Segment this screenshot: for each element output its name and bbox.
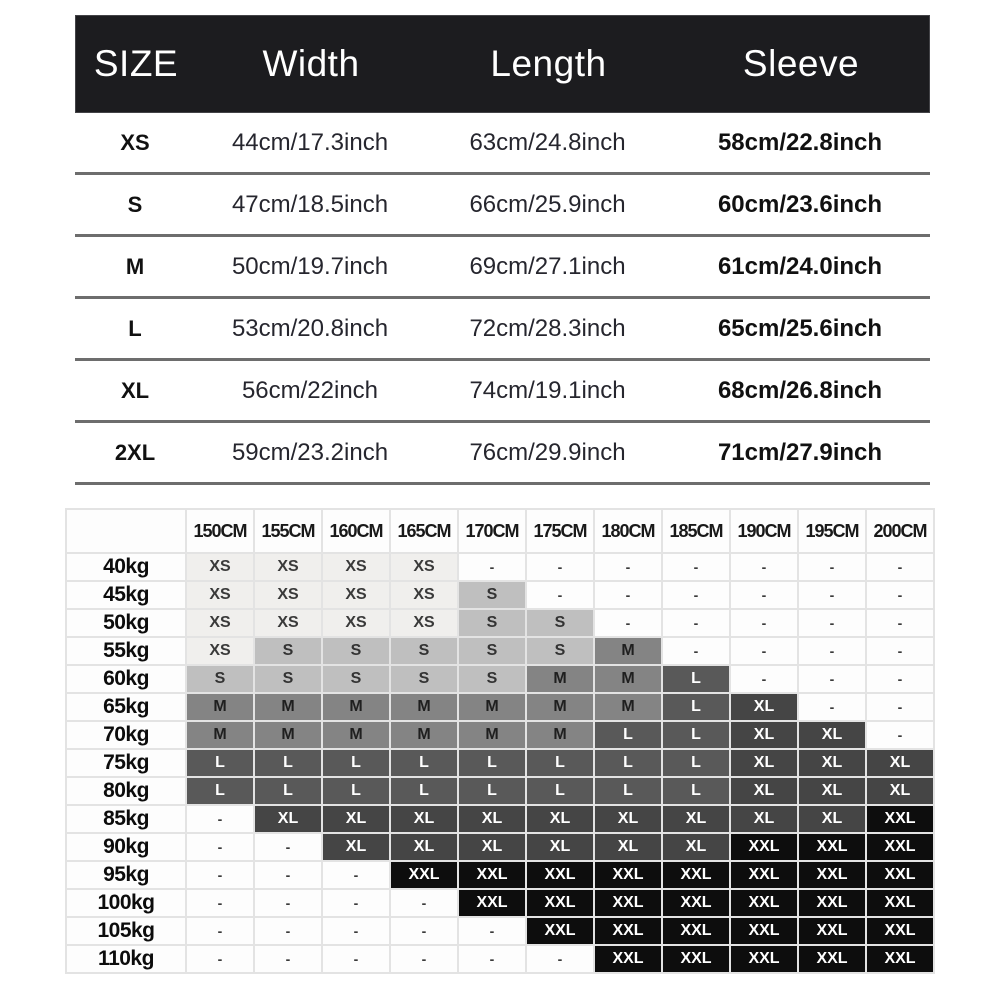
fit-cell-70kg-160cm: M (323, 722, 389, 748)
fit-cell-75kg-200cm: XL (867, 750, 933, 776)
fit-cell-65kg-180cm: M (595, 694, 661, 720)
fit-cell-40kg-190cm: - (731, 554, 797, 580)
fit-cell-50kg-190cm: - (731, 610, 797, 636)
size-s-size: S (127, 191, 143, 217)
size-table-row-xs (75, 113, 930, 175)
fit-cell-40kg-165cm: XS (391, 554, 457, 580)
fit-col-header-170cm: 170CM (459, 510, 525, 552)
fit-cell-55kg-155cm: S (255, 638, 321, 664)
fit-cell-95kg-185cm: XXL (663, 862, 729, 888)
fit-cell-70kg-165cm: M (391, 722, 457, 748)
fit-cell-75kg-190cm: XL (731, 750, 797, 776)
fit-cell-80kg-195cm: XL (799, 778, 865, 804)
fit-cell-65kg-200cm: - (867, 694, 933, 720)
fit-cell-45kg-190cm: - (731, 582, 797, 608)
fit-cell-75kg-175cm: L (527, 750, 593, 776)
fit-cell-70kg-185cm: L (663, 722, 729, 748)
fit-cell-45kg-185cm: - (663, 582, 729, 608)
fit-cell-80kg-170cm: L (459, 778, 525, 804)
fit-cell-70kg-150cm: M (187, 722, 253, 748)
fit-cell-45kg-180cm: - (595, 582, 661, 608)
fit-row-label-55kg: 55kg (67, 638, 185, 664)
fit-cell-95kg-155cm: - (255, 862, 321, 888)
fit-cell-45kg-175cm: - (527, 582, 593, 608)
fit-cell-55kg-185cm: - (663, 638, 729, 664)
fit-cell-100kg-195cm: XXL (799, 890, 865, 916)
fit-col-header-200cm: 200CM (867, 510, 933, 552)
fit-cell-90kg-175cm: XL (527, 834, 593, 860)
fit-cell-55kg-180cm: M (595, 638, 661, 664)
fit-cell-80kg-190cm: XL (731, 778, 797, 804)
fit-cell-40kg-195cm: - (799, 554, 865, 580)
fit-cell-75kg-165cm: L (391, 750, 457, 776)
fit-row-label-50kg: 50kg (67, 610, 185, 636)
size-table-row-xl (75, 361, 930, 423)
fit-cell-75kg-185cm: L (663, 750, 729, 776)
fit-cell-95kg-190cm: XXL (731, 862, 797, 888)
size-m-length: 69cm/27.1inch (469, 252, 626, 280)
fit-col-header-155cm: 155CM (255, 510, 321, 552)
fit-cell-80kg-155cm: L (255, 778, 321, 804)
fit-cell-110kg-160cm: - (323, 946, 389, 972)
fit-cell-105kg-150cm: - (187, 918, 253, 944)
fit-cell-85kg-165cm: XL (391, 806, 457, 832)
fit-cell-75kg-180cm: L (595, 750, 661, 776)
fit-cell-75kg-150cm: L (187, 750, 253, 776)
fit-cell-105kg-185cm: XXL (663, 918, 729, 944)
fit-cell-45kg-200cm: - (867, 582, 933, 608)
fit-cell-70kg-200cm: - (867, 722, 933, 748)
fit-cell-50kg-150cm: XS (187, 610, 253, 636)
fit-cell-60kg-185cm: L (663, 666, 729, 692)
size-xs-length: 63cm/24.8inch (469, 128, 626, 156)
size-xs-width: 44cm/17.3inch (231, 128, 389, 156)
size-table-row-l (75, 299, 930, 361)
fit-cell-95kg-150cm: - (187, 862, 253, 888)
fit-row-label-105kg: 105kg (67, 918, 185, 944)
fit-row-label-65kg: 65kg (67, 694, 185, 720)
fit-cell-85kg-150cm: - (187, 806, 253, 832)
fit-cell-40kg-180cm: - (595, 554, 661, 580)
fit-cell-80kg-150cm: L (187, 778, 253, 804)
fit-cell-90kg-180cm: XL (595, 834, 661, 860)
fit-corner-cell (67, 510, 185, 552)
fit-cell-85kg-160cm: XL (323, 806, 389, 832)
fit-cell-55kg-170cm: S (459, 638, 525, 664)
fit-cell-105kg-195cm: XXL (799, 918, 865, 944)
size-table-row-m (75, 237, 930, 299)
fit-cell-105kg-180cm: XXL (595, 918, 661, 944)
fit-cell-70kg-170cm: M (459, 722, 525, 748)
size-table-row-s (75, 175, 930, 237)
size-table-rows (75, 113, 930, 485)
size-2xl-length: 76cm/29.9inch (469, 438, 626, 466)
fit-cell-40kg-175cm: - (527, 554, 593, 580)
fit-col-header-195cm: 195CM (799, 510, 865, 552)
fit-cell-50kg-200cm: - (867, 610, 933, 636)
fit-cell-95kg-170cm: XXL (459, 862, 525, 888)
fit-cell-50kg-185cm: - (663, 610, 729, 636)
size-column-header-length: Length (490, 43, 607, 84)
fit-cell-50kg-180cm: - (595, 610, 661, 636)
fit-cell-80kg-180cm: L (595, 778, 661, 804)
fit-cell-65kg-155cm: M (255, 694, 321, 720)
size-l-sleeve: 65cm/25.6inch (717, 314, 883, 342)
fit-cell-105kg-155cm: - (255, 918, 321, 944)
fit-cell-60kg-195cm: - (799, 666, 865, 692)
fit-cell-90kg-160cm: XL (323, 834, 389, 860)
fit-cell-60kg-165cm: S (391, 666, 457, 692)
size-2xl-width: 59cm/23.2inch (231, 438, 389, 466)
fit-col-header-190cm: 190CM (731, 510, 797, 552)
fit-cell-65kg-185cm: L (663, 694, 729, 720)
fit-row-label-110kg: 110kg (67, 946, 185, 972)
size-l-length: 72cm/28.3inch (469, 314, 626, 342)
fit-row-label-45kg: 45kg (67, 582, 185, 608)
fit-cell-70kg-195cm: XL (799, 722, 865, 748)
fit-cell-50kg-160cm: XS (323, 610, 389, 636)
fit-cell-45kg-165cm: XS (391, 582, 457, 608)
fit-cell-80kg-200cm: XL (867, 778, 933, 804)
fit-cell-90kg-195cm: XXL (799, 834, 865, 860)
fit-cell-40kg-155cm: XS (255, 554, 321, 580)
fit-row-label-85kg: 85kg (67, 806, 185, 832)
fit-row-label-60kg: 60kg (67, 666, 185, 692)
fit-cell-65kg-170cm: M (459, 694, 525, 720)
fit-col-header-160cm: 160CM (323, 510, 389, 552)
fit-cell-70kg-155cm: M (255, 722, 321, 748)
fit-cell-50kg-170cm: S (459, 610, 525, 636)
fit-col-header-150cm: 150CM (187, 510, 253, 552)
fit-cell-110kg-165cm: - (391, 946, 457, 972)
fit-col-header-165cm: 165CM (391, 510, 457, 552)
fit-cell-100kg-175cm: XXL (527, 890, 593, 916)
fit-cell-45kg-155cm: XS (255, 582, 321, 608)
fit-cell-60kg-190cm: - (731, 666, 797, 692)
fit-cell-80kg-165cm: L (391, 778, 457, 804)
fit-cell-75kg-170cm: L (459, 750, 525, 776)
size-column-header-sleeve: Sleeve (742, 43, 860, 84)
fit-row-label-70kg: 70kg (67, 722, 185, 748)
fit-cell-110kg-200cm: XXL (867, 946, 933, 972)
fit-cell-105kg-170cm: - (459, 918, 525, 944)
size-xs-sleeve: 58cm/22.8inch (717, 128, 883, 156)
size-2xl-sleeve: 71cm/27.9inch (717, 438, 883, 466)
fit-cell-45kg-170cm: S (459, 582, 525, 608)
fit-cell-70kg-190cm: XL (731, 722, 797, 748)
fit-cell-65kg-190cm: XL (731, 694, 797, 720)
fit-cell-60kg-175cm: M (527, 666, 593, 692)
size-s-sleeve: 60cm/23.6inch (717, 190, 883, 218)
fit-cell-40kg-170cm: - (459, 554, 525, 580)
fit-cell-50kg-165cm: XS (391, 610, 457, 636)
size-m-width: 50cm/19.7inch (231, 252, 389, 280)
fit-cell-40kg-185cm: - (663, 554, 729, 580)
fit-cell-60kg-170cm: S (459, 666, 525, 692)
fit-cell-55kg-200cm: - (867, 638, 933, 664)
fit-cell-105kg-165cm: - (391, 918, 457, 944)
size-table-row-2xl (75, 423, 930, 485)
size-m-sleeve: 61cm/24.0inch (717, 252, 883, 280)
fit-cell-85kg-185cm: XL (663, 806, 729, 832)
fit-cell-85kg-175cm: XL (527, 806, 593, 832)
fit-row-label-40kg: 40kg (67, 554, 185, 580)
fit-cell-100kg-165cm: - (391, 890, 457, 916)
fit-cell-60kg-155cm: S (255, 666, 321, 692)
fit-cell-65kg-175cm: M (527, 694, 593, 720)
size-measurement-table (75, 15, 930, 485)
fit-cell-90kg-150cm: - (187, 834, 253, 860)
size-2xl-size: 2XL (114, 439, 156, 465)
fit-cell-45kg-195cm: - (799, 582, 865, 608)
fit-cell-100kg-160cm: - (323, 890, 389, 916)
fit-col-header-185cm: 185CM (663, 510, 729, 552)
fit-cell-65kg-160cm: M (323, 694, 389, 720)
fit-cell-40kg-200cm: - (867, 554, 933, 580)
fit-cell-85kg-155cm: XL (255, 806, 321, 832)
fit-cell-70kg-175cm: M (527, 722, 593, 748)
fit-cell-110kg-195cm: XXL (799, 946, 865, 972)
fit-cell-85kg-190cm: XL (731, 806, 797, 832)
fit-cell-110kg-155cm: - (255, 946, 321, 972)
fit-cell-55kg-165cm: S (391, 638, 457, 664)
fit-cell-75kg-195cm: XL (799, 750, 865, 776)
fit-cell-90kg-170cm: XL (459, 834, 525, 860)
fit-cell-55kg-150cm: XS (187, 638, 253, 664)
fit-cell-95kg-175cm: XXL (527, 862, 593, 888)
fit-cell-60kg-200cm: - (867, 666, 933, 692)
fit-cell-100kg-155cm: - (255, 890, 321, 916)
fit-cell-110kg-175cm: - (527, 946, 593, 972)
fit-cell-55kg-195cm: - (799, 638, 865, 664)
fit-cell-50kg-195cm: - (799, 610, 865, 636)
fit-cell-85kg-180cm: XL (595, 806, 661, 832)
fit-cell-65kg-165cm: M (391, 694, 457, 720)
fit-cell-65kg-150cm: M (187, 694, 253, 720)
fit-cell-85kg-200cm: XXL (867, 806, 933, 832)
fit-cell-110kg-185cm: XXL (663, 946, 729, 972)
fit-row-label-95kg: 95kg (67, 862, 185, 888)
fit-cell-85kg-195cm: XL (799, 806, 865, 832)
size-s-width: 47cm/18.5inch (231, 190, 389, 218)
fit-cell-55kg-160cm: S (323, 638, 389, 664)
fit-cell-75kg-155cm: L (255, 750, 321, 776)
fit-cell-90kg-200cm: XXL (867, 834, 933, 860)
fit-cell-55kg-175cm: S (527, 638, 593, 664)
fit-cell-85kg-170cm: XL (459, 806, 525, 832)
fit-cell-70kg-180cm: L (595, 722, 661, 748)
fit-cell-65kg-195cm: - (799, 694, 865, 720)
fit-cell-100kg-200cm: XXL (867, 890, 933, 916)
fit-cell-50kg-155cm: XS (255, 610, 321, 636)
fit-cell-110kg-180cm: XXL (595, 946, 661, 972)
size-m-size: M (125, 253, 145, 279)
fit-cell-105kg-175cm: XXL (527, 918, 593, 944)
size-l-width: 53cm/20.8inch (231, 314, 389, 342)
fit-cell-80kg-175cm: L (527, 778, 593, 804)
fit-cell-90kg-190cm: XXL (731, 834, 797, 860)
fit-cell-95kg-165cm: XXL (391, 862, 457, 888)
size-xl-size: XL (120, 377, 150, 403)
fit-cell-105kg-190cm: XXL (731, 918, 797, 944)
fit-cell-90kg-155cm: - (255, 834, 321, 860)
size-column-header-width: Width (262, 43, 360, 84)
fit-cell-55kg-190cm: - (731, 638, 797, 664)
fit-cell-40kg-160cm: XS (323, 554, 389, 580)
fit-cell-45kg-150cm: XS (187, 582, 253, 608)
fit-row-label-100kg: 100kg (67, 890, 185, 916)
fit-cell-95kg-195cm: XXL (799, 862, 865, 888)
fit-cell-60kg-150cm: S (187, 666, 253, 692)
size-xl-length: 74cm/19.1inch (469, 376, 626, 404)
height-weight-fit-matrix (65, 508, 935, 974)
fit-col-header-175cm: 175CM (527, 510, 593, 552)
fit-cell-60kg-180cm: M (595, 666, 661, 692)
size-l-size: L (128, 315, 142, 341)
fit-cell-75kg-160cm: L (323, 750, 389, 776)
fit-cell-90kg-165cm: XL (391, 834, 457, 860)
size-table-header (75, 15, 930, 113)
fit-cell-105kg-200cm: XXL (867, 918, 933, 944)
fit-row-label-75kg: 75kg (67, 750, 185, 776)
fit-cell-90kg-185cm: XL (663, 834, 729, 860)
fit-cell-100kg-170cm: XXL (459, 890, 525, 916)
fit-cell-95kg-180cm: XXL (595, 862, 661, 888)
fit-cell-110kg-150cm: - (187, 946, 253, 972)
fit-cell-80kg-185cm: L (663, 778, 729, 804)
fit-row-label-80kg: 80kg (67, 778, 185, 804)
fit-cell-100kg-180cm: XXL (595, 890, 661, 916)
size-xl-sleeve: 68cm/26.8inch (717, 376, 883, 404)
fit-cell-45kg-160cm: XS (323, 582, 389, 608)
fit-cell-95kg-200cm: XXL (867, 862, 933, 888)
fit-cell-95kg-160cm: - (323, 862, 389, 888)
fit-cell-110kg-190cm: XXL (731, 946, 797, 972)
fit-cell-40kg-150cm: XS (187, 554, 253, 580)
fit-cell-105kg-160cm: - (323, 918, 389, 944)
fit-cell-60kg-160cm: S (323, 666, 389, 692)
fit-cell-110kg-170cm: - (459, 946, 525, 972)
size-xs-size: XS (120, 129, 150, 155)
fit-row-label-90kg: 90kg (67, 834, 185, 860)
size-s-length: 66cm/25.9inch (469, 190, 626, 218)
fit-cell-100kg-150cm: - (187, 890, 253, 916)
fit-cell-80kg-160cm: L (323, 778, 389, 804)
fit-cell-100kg-185cm: XXL (663, 890, 729, 916)
fit-cell-100kg-190cm: XXL (731, 890, 797, 916)
fit-col-header-180cm: 180CM (595, 510, 661, 552)
fit-cell-50kg-175cm: S (527, 610, 593, 636)
size-column-header-size: SIZE (93, 43, 179, 84)
size-xl-width: 56cm/22inch (241, 376, 379, 404)
